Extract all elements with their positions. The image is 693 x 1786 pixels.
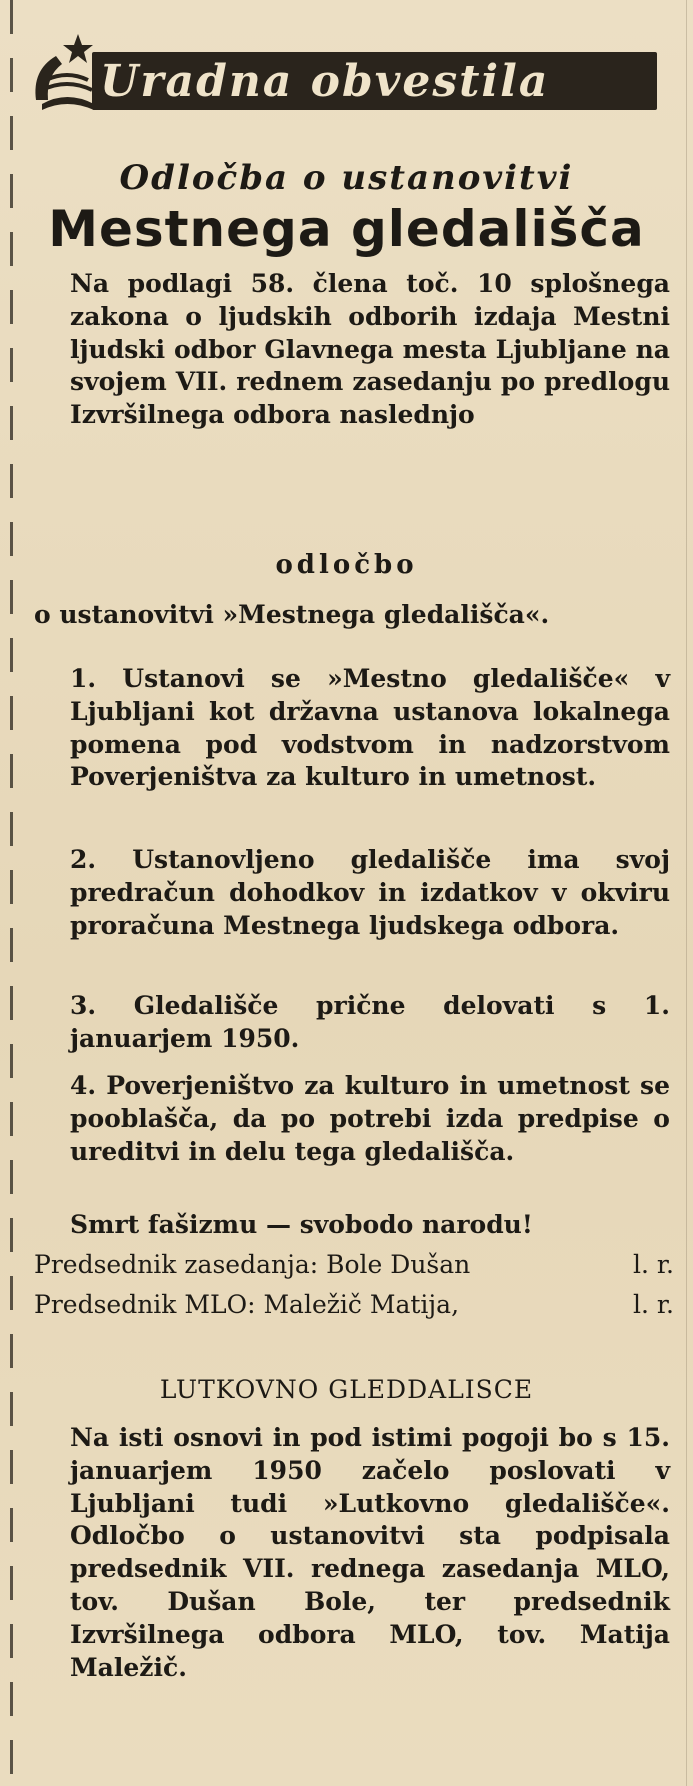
point-1: 1. Ustanovi se »Mestno gledališče« v Ljubljani kot državna ustanova lokalnega pomena pod vodstvom in nadzorstvom Poverjeništva za kulturo in umetnost. [70,664,670,792]
column-rule-left [10,0,13,1786]
signature-suffix: l. r. [632,1290,674,1319]
signature-role: Predsednik MLO: Maležič Matija, [34,1290,460,1319]
signature-role: Predsednik zasedanja: Bole Dušan [34,1250,471,1279]
section-banner [22,30,662,120]
article-subtitle: Odločba o ustanovitvi [119,158,574,198]
point-3: 3. Gledališče prične delovati s 1. januarjem 1950. [70,991,670,1053]
column-rule-right [686,0,687,1786]
point-4: 4. Poverjeništvo za kulturo in umetnost se pooblašča, da po potrebi izda predpise o ureditvi in delu tega gledališča. [70,1071,670,1166]
signature-line [34,1250,674,1279]
point-2: 2. Ustanovljeno gledališče ima svoj predračun dohodkov in izdatkov v okviru proračuna Mestnega ljudskega odbora. [70,845,670,940]
banner-title: Uradna obvestila [100,56,550,107]
section-body: Na isti osnovi in pod istimi pogoji bo s 15. januarjem 1950 začelo poslovati v Ljubljani tudi »Lutkovno gledališče«. Odločbo o ustanovitvi sta podpisala predsednik VII. rednega zasedanja MLO, tov. Dušan Bole, ter predsednik Izvršilnega odbora MLO, tov. Matija Maležič. [70,1423,670,1682]
signature-suffix: l. r. [632,1250,674,1279]
signature-line [34,1290,674,1319]
section-heading: LUTKOVNO GLEDDALISCE [159,1375,534,1404]
article-title: Mestnega gledališča [48,200,645,258]
slogan: Smrt fašizmu — svobodo narodu! [70,1210,533,1239]
article-intro: Na podlagi 58. člena toč. 10 splošnega zakona o ljudskih odborih izdaja Mestni ljudski odbor Glavnega mesta Ljubljane na svojem VII. rednem zasedanju po predlogu Izvršilnega odbora naslednjo [70,269,670,430]
decision-word: odločbo [275,550,418,580]
decision-subject: o ustanovitvi »Mestnega gledališča«. [34,600,550,629]
